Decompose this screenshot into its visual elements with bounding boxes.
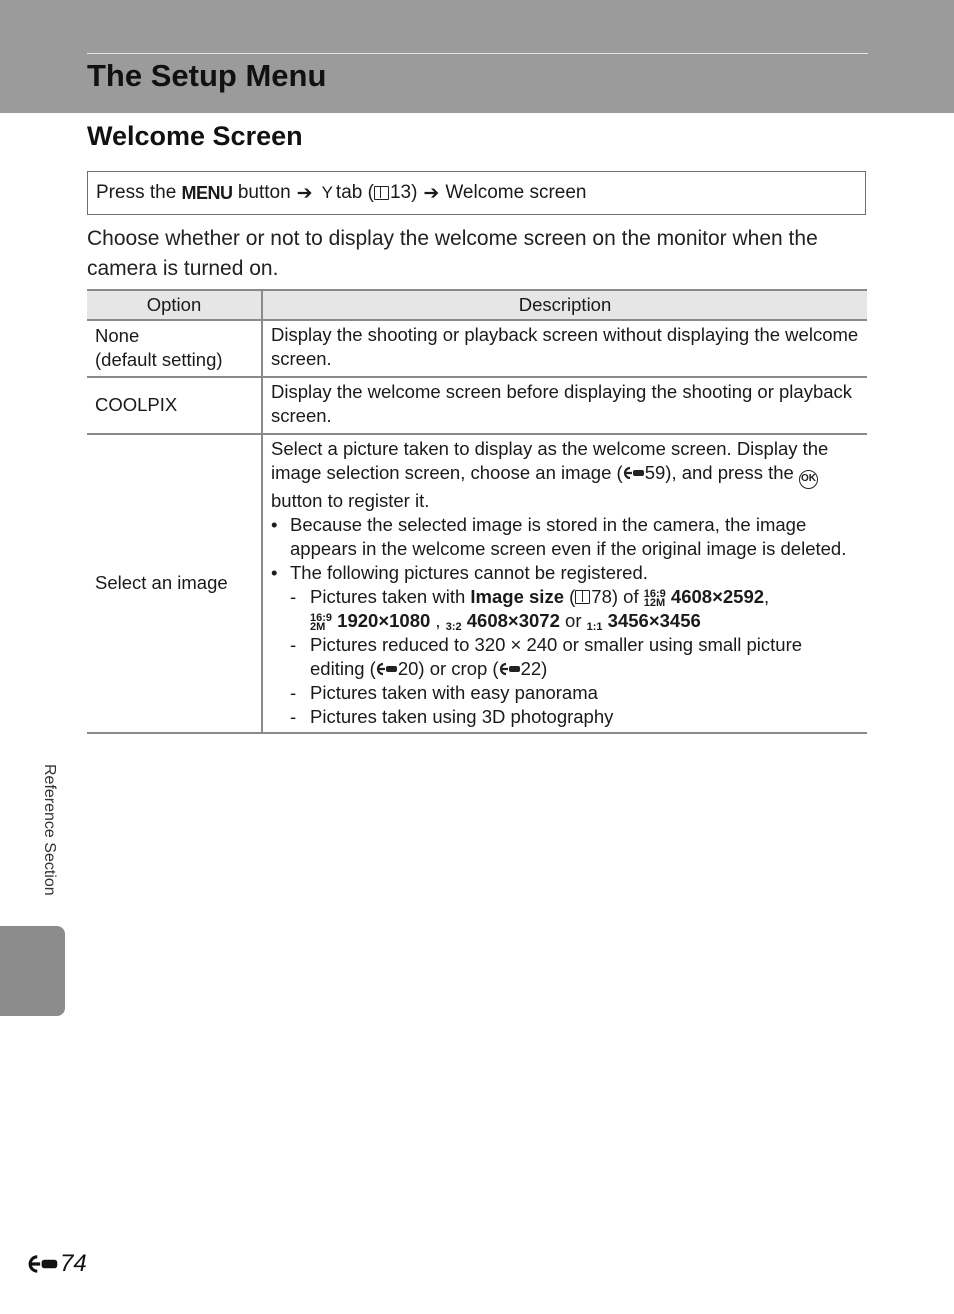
image-size-term: Image size [470, 586, 564, 607]
dash-item: - Pictures taken with easy panorama [310, 681, 859, 705]
header-band [0, 0, 954, 113]
dash-text: Pictures taken with [310, 586, 466, 607]
ok-button-icon: OK [799, 470, 818, 489]
option-cell: Select an image [87, 434, 262, 733]
dash-item [310, 633, 859, 681]
path-press-the: Press the [96, 182, 177, 203]
option-cell: COOLPIX [87, 377, 262, 434]
option-cell [87, 320, 262, 377]
page-number-value: 74 [60, 1250, 87, 1277]
description-cell: Display the welcome screen before displaying the shooting or playback screen. [262, 377, 867, 434]
or-word: or [565, 610, 582, 631]
book-ref-icon [374, 186, 389, 200]
reference-section-icon [623, 466, 645, 480]
size-value: 4608×3072 [466, 610, 560, 631]
reference-section-icon [26, 1254, 60, 1274]
bullet-list [271, 513, 859, 729]
page-title: The Setup Menu [87, 58, 327, 93]
path-tab-word: tab ( [335, 182, 374, 203]
settings-table [87, 289, 867, 734]
dash-ref: 20) or crop ( [397, 658, 499, 679]
page-number [26, 1250, 87, 1278]
header-option: Option [87, 290, 262, 320]
description-cell [262, 434, 867, 733]
bullet-text: The following pictures cannot be registered. [290, 562, 648, 583]
reference-section-icon [376, 662, 398, 676]
path-destination: Welcome screen [445, 182, 587, 203]
arrow-right-icon: ➔ [423, 182, 440, 204]
size-value: 1920×1080 [337, 610, 431, 631]
size-16-9-12m-icon: 16:9 12M [643, 588, 666, 609]
description-cell: Display the shooting or playback screen without displaying the welcome screen. [262, 320, 867, 377]
select-description [271, 437, 859, 513]
path-tab-ref: 13) [389, 182, 418, 203]
dash-item: - Pictures taken with Image size ( 78) of 16:9 12M 4608×2592, 16:9 2M 1920×1080 , 3:2 4608×3072 or 1:1 3456×3456 [310, 585, 859, 633]
table-row [87, 320, 867, 377]
size-1-1-icon: 1:1 [586, 621, 603, 633]
section-title: Welcome Screen [87, 121, 303, 151]
path-button-word: button [237, 182, 291, 203]
dash-list [290, 585, 859, 729]
size-value: 4608×2592 [670, 586, 765, 607]
side-section-label: Reference Section [41, 764, 58, 896]
arrow-right-icon: ➔ [296, 182, 313, 204]
option-none-default: (default setting) [95, 349, 223, 370]
menu-button-icon: MENU [181, 182, 233, 203]
size-3-2-icon: 3:2 [445, 621, 462, 633]
dash-ref: 22) [520, 658, 548, 679]
side-section-tab [0, 926, 65, 1016]
bullet-item: • Because the selected image is stored in the camera, the image appears in the welcome screen even if the original image is deleted. [290, 513, 859, 561]
table-row [87, 434, 867, 733]
size-16-9-2m-icon: 16:9 2M [310, 612, 333, 633]
dash-ref: 78) of [591, 586, 639, 607]
reference-section-icon [499, 662, 521, 676]
table-header-row [87, 290, 867, 320]
dash-item: - Pictures taken using 3D photography [310, 705, 859, 729]
header-description: Description [262, 290, 867, 320]
size-value: 3456×3456 [607, 610, 701, 631]
desc-text: Select a picture taken to display as the welcome screen. Display the image selection screen, choose an image ( [271, 438, 829, 483]
desc-ref: 59), and press the [644, 462, 794, 483]
book-ref-icon [575, 590, 590, 604]
bullet-item [290, 561, 859, 729]
intro-paragraph: Choose whether or not to display the welcome screen on the monitor when the camera is turned on. [87, 227, 818, 280]
wrench-icon: Y [321, 183, 333, 202]
dash-text: Pictures reduced to 320 × 240 or smaller using small picture editing ( [310, 634, 803, 679]
option-none-label: None [95, 325, 140, 346]
header-rule [87, 53, 868, 54]
menu-path-box [87, 171, 866, 215]
desc-text: button to register it. [271, 490, 430, 511]
table-row [87, 377, 867, 434]
